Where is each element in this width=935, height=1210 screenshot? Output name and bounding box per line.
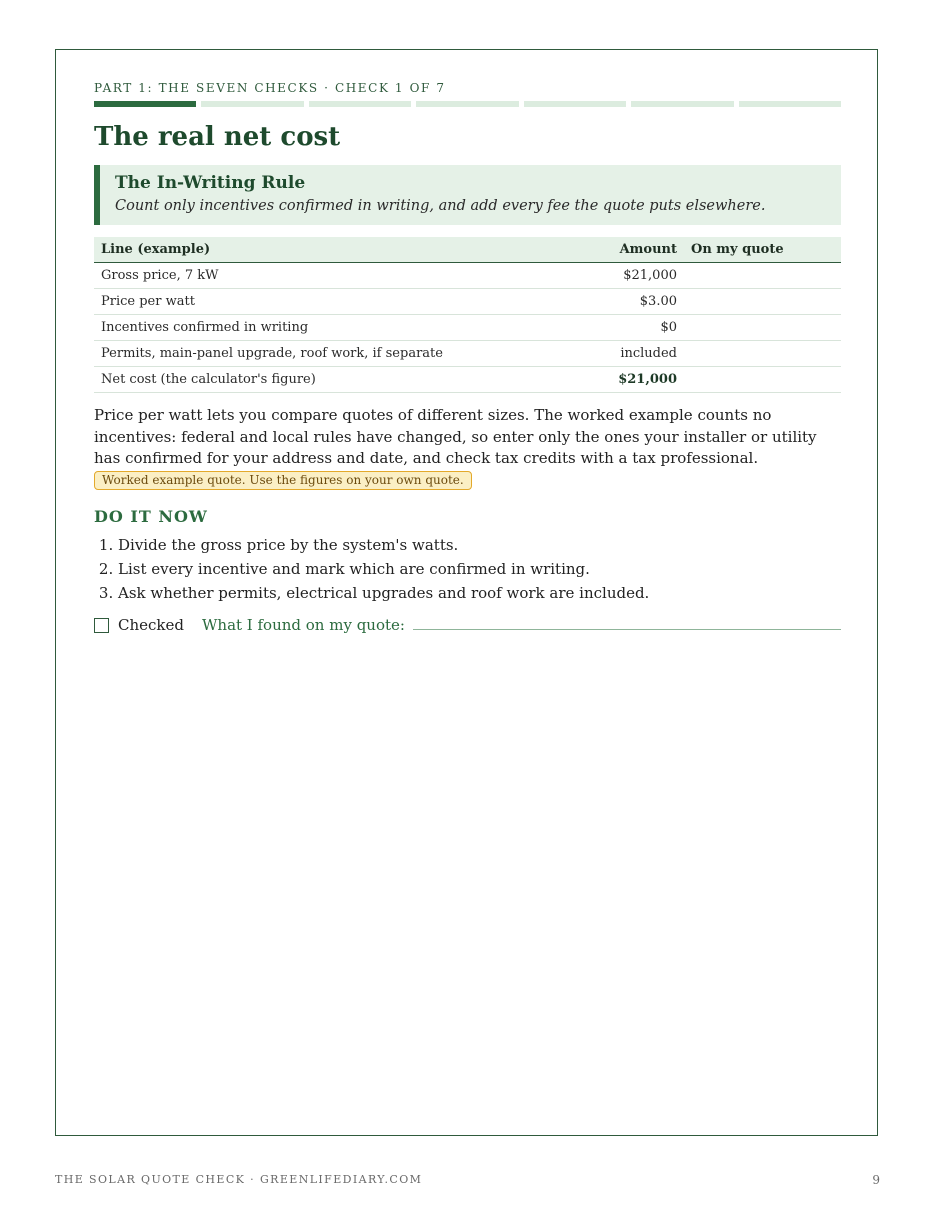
body-paragraph <box>94 405 841 491</box>
column-header-amount: Amount <box>550 237 684 263</box>
callout-title: The In-Writing Rule <box>115 173 306 193</box>
found-label: What I found on my quote: <box>201 616 405 634</box>
footer-title: THE SOLAR QUOTE CHECK · GREENLIFEDIARY.COM <box>55 1173 423 1186</box>
progress-segment <box>524 101 626 107</box>
list-item: 1. Divide the gross price by the system's watts. <box>118 533 841 557</box>
progress-segment <box>739 101 841 107</box>
checked-checkbox[interactable] <box>94 618 109 633</box>
total-line: Net cost (the calculator's figure) <box>94 367 550 393</box>
row-amount: $0 <box>550 315 684 341</box>
table-header-row <box>94 237 841 263</box>
row-line: Gross price, 7 kW <box>94 263 550 289</box>
rule-callout <box>94 165 841 225</box>
progress-segment <box>416 101 518 107</box>
page-number: 9 <box>872 1173 880 1187</box>
page-content <box>94 80 841 636</box>
cost-table <box>94 237 841 393</box>
do-it-now-steps <box>94 533 841 605</box>
column-header-on-my-quote: On my quote <box>684 237 841 263</box>
page-title: The real net cost <box>94 122 341 152</box>
row-line: Price per watt <box>94 289 550 315</box>
body-text: Price per watt lets you compare quotes of different sizes. The worked example counts no incentives: federal and local rules have changed, so enter only the ones your installer or utility has confirmed for your address and date, and check tax credits with a tax professional. <box>94 406 817 467</box>
list-item: 2. List every incentive and mark which are confirmed in writing. <box>118 557 841 581</box>
page-frame <box>55 49 878 1136</box>
column-header-line: Line (example) <box>94 237 550 263</box>
progress-segment <box>309 101 411 107</box>
check-row <box>94 614 841 636</box>
found-write-line[interactable] <box>413 616 841 630</box>
row-amount: $21,000 <box>550 263 684 289</box>
table-row <box>94 289 841 315</box>
row-on-my-quote[interactable] <box>684 263 841 289</box>
table-row <box>94 315 841 341</box>
table-row <box>94 341 841 367</box>
total-amount: $21,000 <box>550 367 684 393</box>
checked-label: Checked <box>118 616 184 634</box>
do-it-now-heading: DO IT NOW <box>94 507 208 526</box>
row-amount: included <box>550 341 684 367</box>
section-kicker: PART 1: THE SEVEN CHECKS · CHECK 1 OF 7 <box>94 81 446 95</box>
row-line: Permits, main-panel upgrade, roof work, if separate <box>94 341 550 367</box>
table-total-row <box>94 367 841 393</box>
progress-segment <box>94 101 196 107</box>
callout-body: Count only incentives confirmed in writing, and add every fee the quote puts elsewhere. <box>115 198 766 214</box>
row-on-my-quote[interactable] <box>684 341 841 367</box>
row-line: Incentives confirmed in writing <box>94 315 550 341</box>
row-on-my-quote[interactable] <box>684 289 841 315</box>
example-badge: Worked example quote. Use the figures on your own quote. <box>94 471 472 490</box>
progress-segment <box>631 101 733 107</box>
row-on-my-quote[interactable] <box>684 315 841 341</box>
total-on-my-quote[interactable] <box>684 367 841 393</box>
progress-bar <box>94 101 841 107</box>
list-item: 3. Ask whether permits, electrical upgrades and roof work are included. <box>118 581 841 605</box>
progress-segment <box>201 101 303 107</box>
table-row <box>94 263 841 289</box>
row-amount: $3.00 <box>550 289 684 315</box>
